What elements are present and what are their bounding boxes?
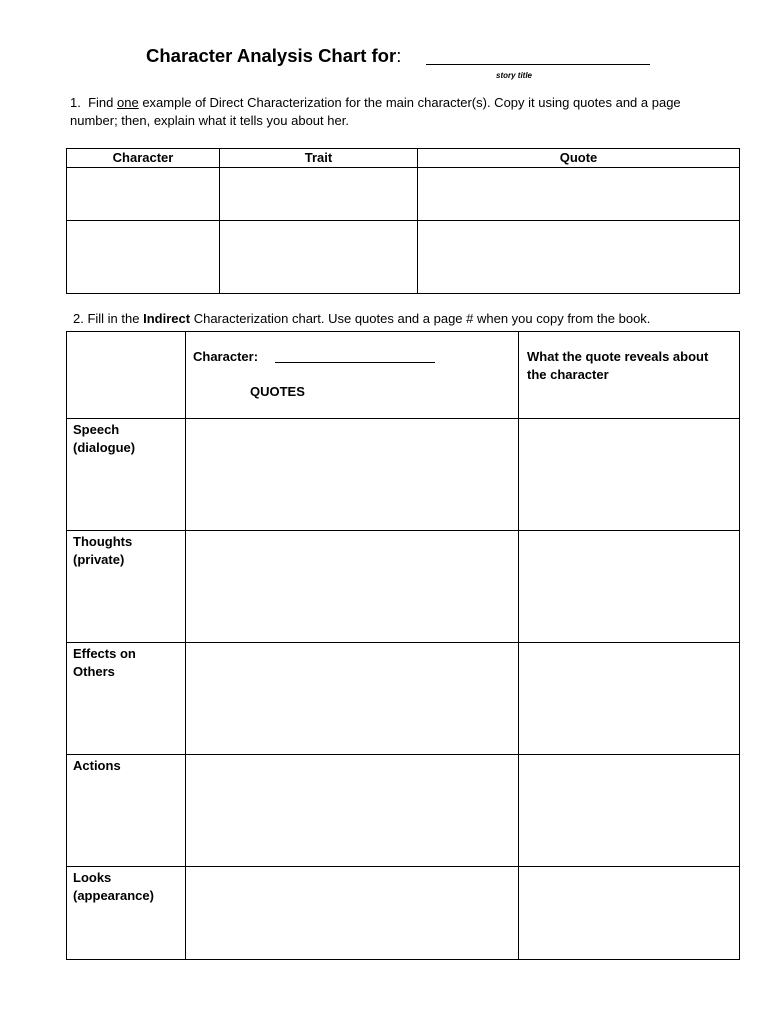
cell-reveal[interactable] xyxy=(519,867,740,960)
table-row xyxy=(67,643,740,755)
title-text: Character Analysis Chart for xyxy=(146,45,397,66)
character-name-blank[interactable] xyxy=(275,362,435,363)
section2-text-after: Characterization chart. Use quotes and a page # when you copy from the book. xyxy=(193,311,651,326)
cell-trait[interactable] xyxy=(220,221,418,294)
row-label-looks: Looks (appearance) xyxy=(67,867,186,960)
section1-text-after: example of Direct Characterization for the main character(s). Copy it using quotes and a page number; then, explain what it tells you about her. xyxy=(70,95,681,128)
table-row xyxy=(67,168,740,221)
table-header-row xyxy=(67,149,740,168)
direct-characterization-table xyxy=(66,148,740,294)
header-empty-cell xyxy=(67,332,186,419)
table-row xyxy=(67,221,740,294)
row-label-effects: Effects on Others xyxy=(67,643,186,755)
character-label: Character: xyxy=(193,349,259,364)
cell-quote[interactable] xyxy=(186,755,519,867)
section1-number: 1. xyxy=(70,95,81,110)
section1-instructions xyxy=(70,94,710,130)
cell-character[interactable] xyxy=(67,168,220,221)
cell-quote[interactable] xyxy=(418,168,740,221)
table-row xyxy=(67,755,740,867)
cell-quote[interactable] xyxy=(186,419,519,531)
header-reveal: What the quote reveals about the character xyxy=(519,332,740,419)
cell-reveal[interactable] xyxy=(519,643,740,755)
header-character: Character xyxy=(67,149,220,168)
table-row xyxy=(67,419,740,531)
table-row xyxy=(67,531,740,643)
header-quote: Quote xyxy=(418,149,740,168)
cell-trait[interactable] xyxy=(220,168,418,221)
header-trait: Trait xyxy=(220,149,418,168)
cell-quote[interactable] xyxy=(186,531,519,643)
cell-reveal[interactable] xyxy=(519,419,740,531)
cell-quote[interactable] xyxy=(186,643,519,755)
row-label-actions: Actions xyxy=(67,755,186,867)
cell-reveal[interactable] xyxy=(519,755,740,867)
cell-quote[interactable] xyxy=(418,221,740,294)
title-colon: : xyxy=(396,45,402,66)
section2-instructions xyxy=(73,311,733,326)
header-character-quotes xyxy=(186,332,519,419)
row-label-thoughts: Thoughts (private) xyxy=(67,531,186,643)
table-row xyxy=(67,867,740,960)
story-title-caption: story title xyxy=(496,71,533,80)
page-title xyxy=(146,45,401,67)
section2-bold: Indirect xyxy=(143,311,191,326)
cell-quote[interactable] xyxy=(186,867,519,960)
table-header-row xyxy=(67,332,740,419)
cell-reveal[interactable] xyxy=(519,531,740,643)
story-title-blank[interactable] xyxy=(426,64,650,65)
section1-text-before: Find xyxy=(88,95,114,110)
row-label-speech: Speech (dialogue) xyxy=(67,419,186,531)
section2-text-before: 2. Fill in the xyxy=(73,311,140,326)
quotes-label: QUOTES xyxy=(250,384,305,399)
section1-underlined: one xyxy=(117,95,139,110)
cell-character[interactable] xyxy=(67,221,220,294)
indirect-characterization-table xyxy=(66,331,740,960)
